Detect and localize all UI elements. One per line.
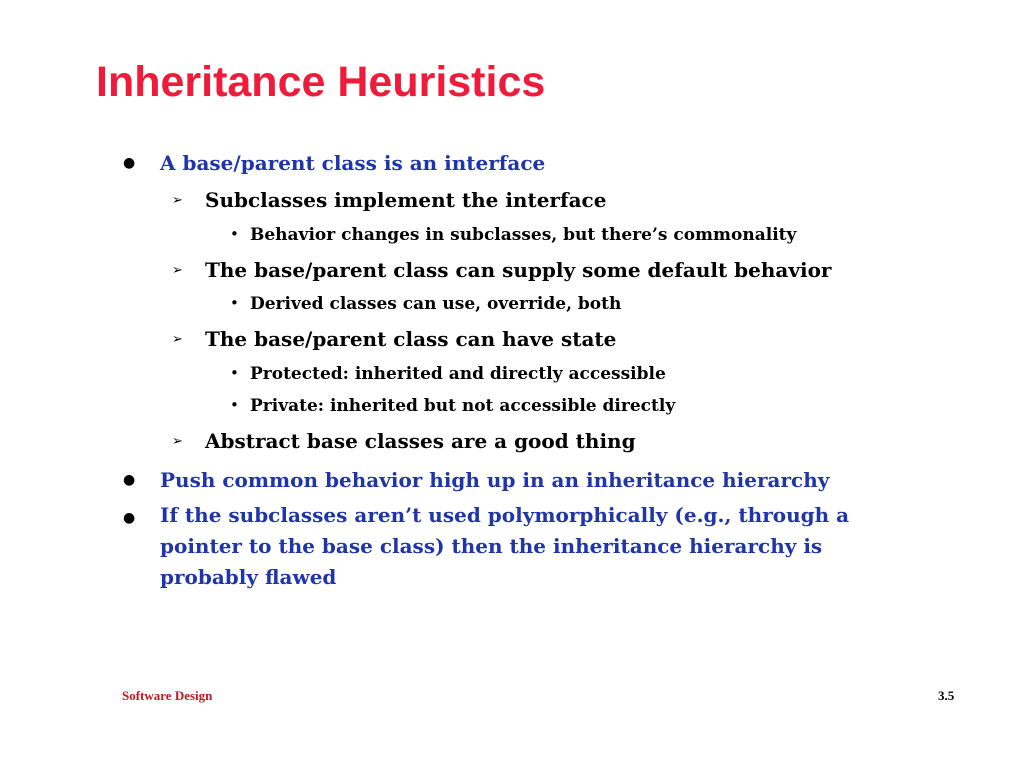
sub-sub-bullet-item: Protected: inherited and directly accessible [250, 364, 666, 384]
bullet-line: probably flawed [160, 565, 337, 589]
small-dot-bullet-icon: • [230, 294, 239, 312]
sub-bullet-item: The base/parent class can have state [205, 327, 617, 351]
small-dot-bullet-icon: • [230, 225, 239, 243]
bullet-line: If the subclasses aren’t used polymorphically (e.g., through a [160, 503, 850, 527]
black-dot-bullet-icon: ● [123, 155, 136, 171]
bullet-item: Push common behavior high up in an inheritance hierarchy [160, 468, 830, 492]
bullet-line: pointer to the base class) then the inheritance hierarchy is [160, 534, 823, 558]
arrowhead-bullet-icon: ➢ [172, 263, 183, 278]
arrowhead-bullet-icon: ➢ [172, 434, 183, 449]
sub-bullet-item: Subclasses implement the interface [205, 188, 607, 212]
bullet-item-multiline [160, 500, 849, 593]
sub-bullet-item: Abstract base classes are a good thing [205, 429, 636, 453]
sub-sub-bullet-item: Behavior changes in subclasses, but there’s commonality [250, 225, 797, 245]
small-dot-bullet-icon: • [230, 396, 239, 414]
slide-title: Inheritance Heuristics [96, 58, 546, 106]
arrowhead-bullet-icon: ➢ [172, 332, 183, 347]
black-dot-bullet-icon: ● [123, 510, 136, 526]
sub-sub-bullet-item: Derived classes can use, override, both [250, 294, 622, 314]
sub-bullet-item: The base/parent class can supply some default behavior [205, 258, 832, 282]
small-dot-bullet-icon: • [230, 364, 239, 382]
bullet-item: A base/parent class is an interface [160, 151, 546, 175]
arrowhead-bullet-icon: ➢ [172, 193, 183, 208]
footer-course-name: Software Design [122, 688, 213, 703]
footer-slide-number: 3.5 [938, 688, 955, 703]
sub-sub-bullet-item: Private: inherited but not accessible directly [250, 396, 676, 416]
black-dot-bullet-icon: ● [123, 472, 136, 488]
